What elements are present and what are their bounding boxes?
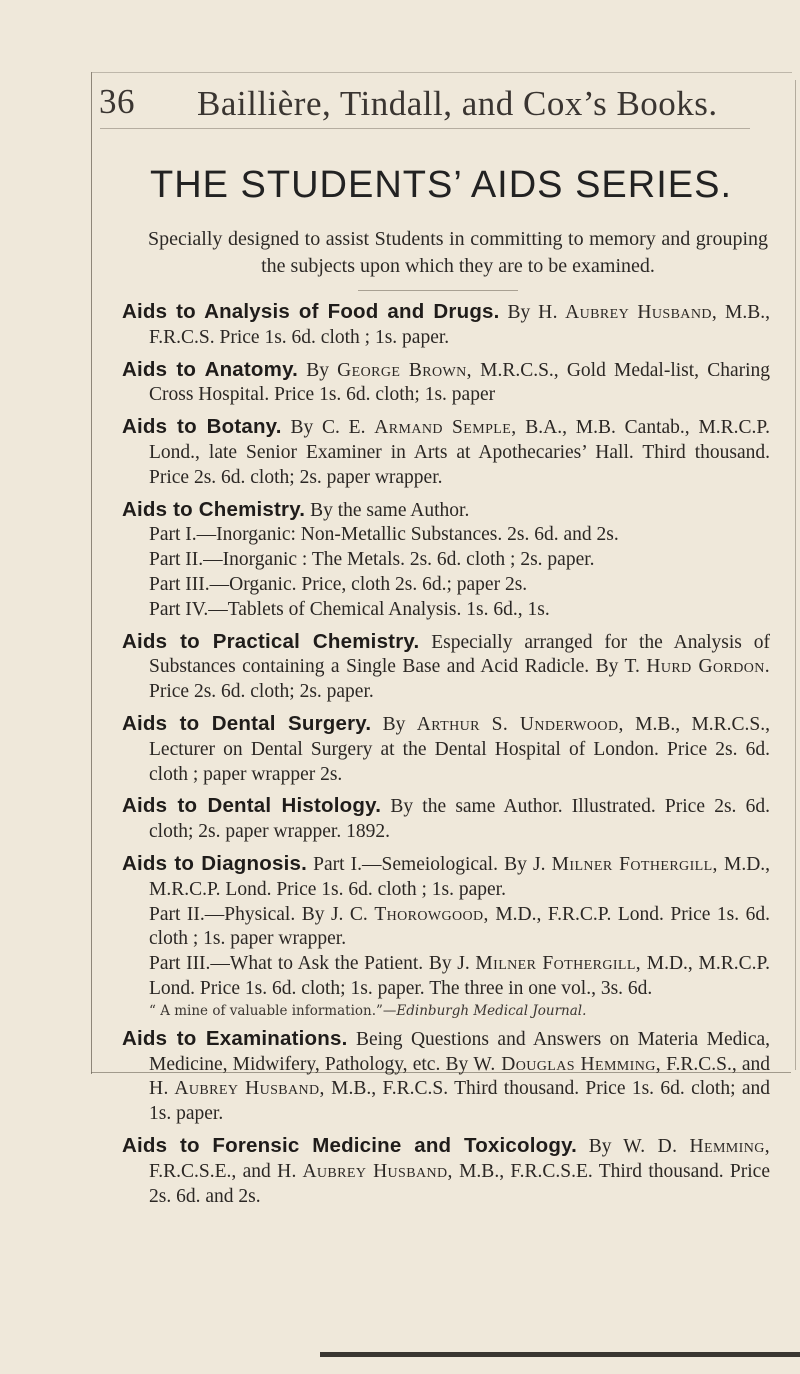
book-entry-diagnosis: Aids to Diagnosis. Part I.—Semeiological. By J. Milner Fothergill, M.D., M.R.C.P. Lond. Price 1s. 6d. cloth ; 1s. paper. Part II.—Physical. By J. C. Thorowgood, M.D., F.R.C.P. Lond. Price 1s. 6d. cloth ; 1s. paper wrapper. Part III.—What to Ask the Patient. By J. Milner Fothergill, M.D., M.R.C.P. Lond. Price 1s. 6d. cloth; 1s. paper. The three in one vol., 3s. 6d. “ A mine of valuable information.”—Edinburgh Medical Journal. — [122, 851, 771, 1019]
book-entry-examinations: Aids to Examinations. Being Questions and Answers on Materia Medica, Medicine, Midwifery, Pathology, etc. By W. Douglas Hemming, F.R.C.S., and H. Aubrey Husband, M.B., F.R.C.S. Third thousand. Price 1s. 6d. cloth; and 1s. paper. — [122, 1026, 771, 1125]
book-entry-food-drugs: Aids to Analysis of Food and Drugs. By H. Aubrey Husband, M.B., F.R.C.S. Price 1s. 6d. cloth ; 1s. paper. — [122, 300, 771, 348]
author-name: H. Aubrey Husband, — [277, 1160, 453, 1182]
book-entry-forensic-medicine: Aids to Forensic Medicine and Toxicology. By W. D. Hemming, F.R.C.S.E., and H. Aubrey Husband, M.B., F.R.C.S.E. Third thousand. Price 2s. 6d. and 2s. — [122, 1133, 771, 1207]
author-name: Thorowgood, — [374, 903, 489, 925]
book-title: Aids to Chemistry. — [122, 497, 306, 521]
book-entry-practical-chemistry: Aids to Practical Chemistry. Especially arranged for the Analysis of Substances containing a Single Base and Acid Radicle. By T. Hurd Gordon. Price 2s. 6d. cloth; 2s. paper. — [122, 629, 771, 703]
author-name: Milner Fothergill, — [475, 953, 642, 975]
book-title: Aids to Dental Histology. — [122, 794, 382, 818]
book-title: Aids to Botany. — [122, 415, 282, 439]
author-name: H. Aubrey Husband, — [538, 302, 718, 323]
book-entry-botany: Aids to Botany. By C. E. Armand Semple, B.A., M.B. Cantab., M.R.C.P. Lond., late Senior Examiner in Arts at Apothecaries’ Hall. Third thousand. Price 2s. 6d. cloth; 2s. paper wrapper. — [122, 415, 770, 488]
header-rule — [100, 128, 750, 129]
author-name: Armand Semple, — [374, 417, 517, 439]
series-title: THE STUDENTS’ AIDS SERIES. — [150, 164, 733, 206]
book-entry-chemistry: Aids to Chemistry. By the same Author. Part I.—Inorganic: Non-Metallic Substances. 2s. 6d. and 2s. Part II.—Inorganic : The Metals. 2s. 6d. cloth ; 2s. paper. Part III.—Organic. Price, cloth 2s. 6d.; paper 2s. Part IV.—Tablets of Chemical Analysis. 1s. 6d., 1s. — [122, 498, 770, 623]
part-line: Part III.—Organic. Price, cloth 2s. 6d.; paper 2s. — [149, 573, 528, 595]
book-title: Aids to Analysis of Food and Drugs. — [122, 300, 500, 323]
part-line: Part III.—What to Ask the Patient. By J. Milner Fothergill, M.D., M.R.C.P. Lond. Price 1s. 6d. cloth; 1s. paper. The three in one vol., 3s. 6d. — [149, 953, 771, 999]
book-title: Aids to Anatomy. — [122, 357, 299, 381]
book-title: Aids to Diagnosis. — [122, 851, 307, 875]
running-head: Baillière, Tindall, and Cox’s Books. — [197, 84, 718, 123]
book-entry-anatomy: Aids to Anatomy. By George Brown, M.R.C.S., Gold Medal-list, Charing Cross Hospital. Price 1s. 6d. cloth; 1s. paper — [122, 357, 771, 406]
author-name: H. Aubrey Husband, — [149, 1078, 325, 1100]
author-name: W. Douglas Hemming, — [473, 1053, 661, 1075]
series-description: Specially designed to assist Students in committing to memory and grouping the subjects upon which they are to be examined. — [148, 228, 768, 277]
part-line: Part IV.—Tablets of Chemical Analysis. 1s. 6d., 1s. — [149, 598, 550, 620]
book-entry-dental-surgery: Aids to Dental Surgery. By Arthur S. Underwood, M.B., M.R.C.S., Lecturer on Dental Surgery at the Dental Hospital of London. Price 2s. 6d. cloth ; paper wrapper 2s. — [122, 711, 771, 785]
book-entry-dental-histology: Aids to Dental Histology. By the same Author. Illustrated. Price 2s. 6d. cloth; 2s. paper wrapper. 1892. — [122, 794, 771, 843]
author-name: Arthur S. Underwood, — [416, 713, 624, 735]
part-line: Part II.—Physical. By J. C. Thorowgood, M.D., F.R.C.P. Lond. Price 1s. 6d. cloth ; 1s. paper wrapper. — [149, 903, 771, 950]
header-top-rule — [92, 72, 792, 73]
author-name: George Brown, — [337, 359, 472, 381]
review-quote: “ A mine of valuable information.”—Edinburgh Medical Journal. — [149, 1002, 587, 1019]
part-line: Part I.—Inorganic: Non-Metallic Substances. 2s. 6d. and 2s. — [149, 524, 619, 546]
author-name: Hurd Gordon. — [646, 656, 771, 678]
quote-source: Edinburgh Medical Journal. — [396, 1002, 587, 1019]
section-divider — [358, 290, 518, 291]
book-title: Aids to Forensic Medicine and Toxicology. — [122, 1133, 578, 1157]
book-title: Aids to Practical Chemistry. — [122, 629, 420, 653]
page-number: 36 — [99, 82, 135, 121]
book-list — [122, 300, 770, 1216]
page-edge-shadow — [320, 1352, 800, 1357]
book-title: Aids to Dental Surgery. — [122, 711, 372, 735]
book-title: Aids to Examinations. — [122, 1026, 348, 1050]
page-border-left — [91, 72, 92, 1074]
page-border-right — [795, 80, 796, 1070]
author-name: W. D. Hemming, — [623, 1135, 771, 1157]
part-line: Part II.—Inorganic : The Metals. 2s. 6d. cloth ; 2s. paper. — [149, 549, 595, 571]
author-name: Milner Fothergill, — [551, 853, 718, 875]
